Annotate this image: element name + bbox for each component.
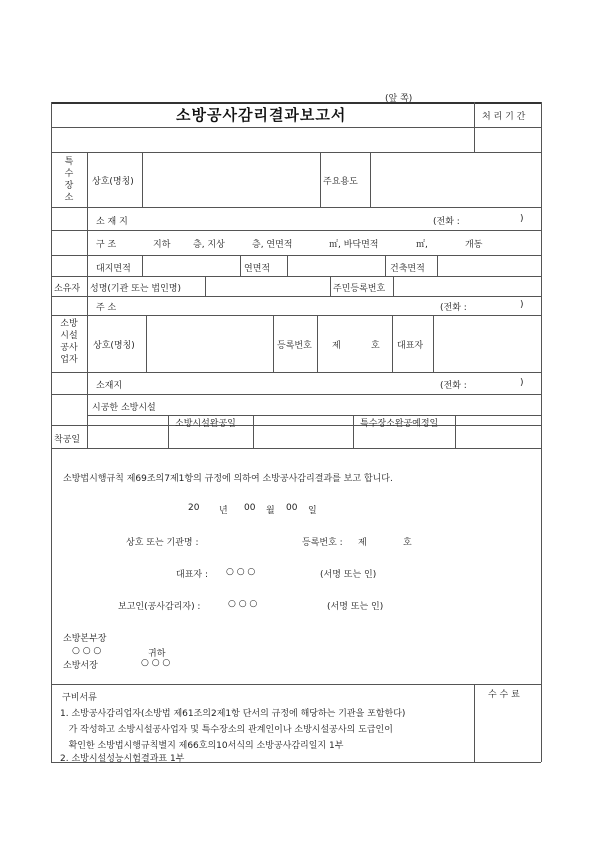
attachment-line: 2. 소방시설성능시험결과표 1부 (60, 754, 185, 764)
rule (142, 255, 143, 276)
date-day: 00 (286, 503, 298, 513)
inspection-date-label: 특수장소완공예정일 (360, 419, 439, 429)
main-use-label: 주요용도 (323, 177, 358, 187)
rule (437, 255, 438, 276)
reporter-label: 보고인(공사감리자) : (118, 602, 201, 612)
body-reg-ho: 호 (403, 538, 412, 548)
reporter-sign: (서명 또는 인) (327, 602, 384, 612)
special-place-label: 특 수 장 소 (64, 157, 74, 203)
company-label: 상호 또는 기관명 : (126, 538, 199, 548)
representative-label: 대표자 : (176, 570, 208, 580)
rule (51, 255, 541, 256)
attachment-line: 1. 소방공사감리업자(소방법 제61조의2제1항 단서의 규정에 해당하는 기관을 포함한다) (60, 709, 406, 719)
rule (455, 415, 456, 448)
floor-label: 층, 지상 (193, 240, 225, 250)
fee-label: 수 수 료 (488, 690, 520, 700)
rule (320, 152, 321, 207)
form-right-border (541, 102, 542, 762)
special-place-location-label: 소 재 지 (96, 217, 128, 227)
rule (51, 127, 541, 128)
station-chief-name: ○ ○ ○ (141, 658, 171, 668)
owner-label: 소유자 (54, 284, 81, 294)
reg-ho: 호 (371, 341, 380, 351)
contractor-label: 소방 시설 공사 업자 (60, 319, 78, 365)
representative-name: ○ ○ ○ (226, 567, 256, 577)
rule (51, 230, 541, 231)
rule (273, 315, 274, 372)
owner-name-label: 성명(기관 또는 법인명) (90, 284, 181, 294)
completion-date-label: 소방시설완공일 (175, 419, 236, 429)
honorific: 귀하 (148, 649, 166, 659)
phone-close: ) (520, 300, 524, 310)
rule (87, 276, 88, 296)
date-month: 00 (244, 503, 256, 513)
rule (51, 372, 541, 373)
floor-area-label: ㎡, 바닥면적 (329, 240, 379, 250)
building-count-label: 개동 (465, 240, 483, 250)
rule (370, 152, 371, 207)
land-area-label: 대지면적 (96, 264, 131, 274)
reg-je: 제 (332, 341, 341, 351)
phone-close: ) (520, 214, 524, 224)
owner-address-label: 주 소 (96, 303, 117, 313)
total-floor-area-label: 연면적 (244, 264, 271, 274)
contractor-trade-name-label: 상호(명칭) (93, 341, 135, 351)
processing-period-label: 처 리 기 간 (482, 112, 526, 122)
date-wol: 월 (266, 506, 275, 516)
phone-open: (전화 : (433, 217, 460, 227)
phone-open: (전화 : (440, 381, 467, 391)
rule (87, 415, 88, 448)
rule (474, 102, 475, 152)
rule (51, 207, 541, 208)
representative-sign: (서명 또는 인) (320, 570, 377, 580)
rule (330, 276, 331, 296)
rule (142, 152, 143, 207)
form-top-border (51, 102, 541, 104)
rule (87, 315, 88, 425)
form-left-border (51, 102, 52, 762)
total-area-label: 층, 연면적 (252, 240, 293, 250)
rule (51, 276, 541, 277)
basement-label: 지하 (153, 240, 171, 250)
rule (146, 315, 147, 372)
date-il: 일 (308, 506, 317, 516)
rule (393, 276, 394, 296)
page-side-label: (앞 쪽) (385, 94, 413, 104)
installed-facilities-label: 시공한 소방시설 (92, 403, 156, 413)
contractor-reg-no-label: 등록번호 (277, 341, 312, 351)
rule (317, 315, 318, 372)
start-date-label: 착공일 (54, 435, 81, 445)
rule (205, 276, 206, 296)
attachments-title: 구비서류 (62, 693, 97, 703)
page-title: 소방공사감리결과보고서 (176, 106, 347, 124)
rule (168, 415, 169, 448)
rule (51, 315, 541, 316)
report-statement: 소방법시행규칙 제69조의7제1항의 규정에 의하여 소방공사감리결과를 보고 합니다. (63, 474, 393, 484)
reporter-name: ○ ○ ○ (228, 599, 258, 609)
rule (51, 448, 541, 449)
attachment-line: 확인한 소방법시행규칙별지 제66호의10서식의 소방공사감리일지 1부 (60, 741, 344, 751)
rule (87, 152, 88, 276)
phone-open: (전화 : (440, 303, 467, 313)
structure-label: 구 조 (96, 240, 117, 250)
sqm-unit: ㎡, (416, 240, 428, 250)
body-reg-je: 제 (358, 538, 367, 548)
rule (353, 415, 354, 448)
rule (87, 296, 88, 315)
building-area-label: 건축면적 (390, 264, 425, 274)
fire-chief-label: 소방본부장 (63, 634, 107, 644)
rule (87, 415, 541, 416)
special-place-trade-name-label: 상호(명칭) (92, 177, 134, 187)
rule (240, 255, 241, 276)
phone-close: ) (520, 378, 524, 388)
rule (51, 296, 541, 297)
rule (433, 315, 434, 372)
rule (51, 152, 541, 153)
rule (51, 394, 541, 395)
station-chief-label: 소방서장 (63, 661, 98, 671)
rule (51, 684, 541, 685)
date-year: 20 (188, 503, 200, 513)
rule (51, 425, 541, 426)
contractor-location-label: 소재지 (96, 381, 123, 391)
contractor-representative-label: 대표자 (397, 341, 424, 351)
rule (474, 684, 475, 762)
date-nyeon: 년 (219, 506, 228, 516)
fire-chief-name: ○ ○ ○ (72, 646, 102, 656)
rule (385, 255, 386, 276)
attachment-line: 가 작성하고 소방시설공사업자 및 특수장소의 관계인이나 소방시설공사의 도급인이 (60, 725, 393, 735)
body-reg-label: 등록번호 : (302, 538, 343, 548)
rule (253, 415, 254, 448)
rule (392, 315, 393, 372)
resident-no-label: 주민등록번호 (333, 284, 386, 294)
rule (287, 255, 288, 276)
